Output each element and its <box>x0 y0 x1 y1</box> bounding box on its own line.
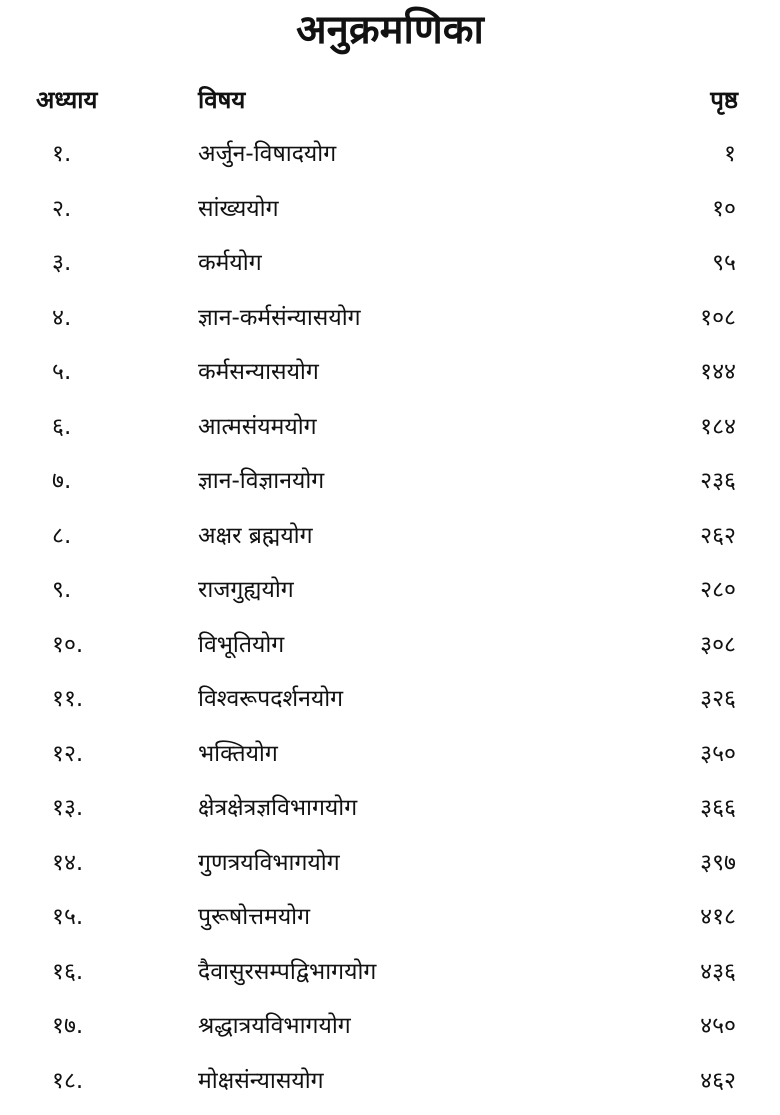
chapter-subject: अक्षर ब्रह्मयोग <box>198 516 638 556</box>
table-row <box>0 625 780 680</box>
table-row <box>0 679 780 734</box>
page-number: १४४ <box>596 352 736 392</box>
contents-list <box>0 134 780 1115</box>
table-row <box>0 243 780 298</box>
table-row <box>0 734 780 789</box>
chapter-number: ११. <box>52 679 162 719</box>
chapter-subject: सांख्ययोग <box>198 189 638 229</box>
chapter-subject: राजगुह्ययोग <box>198 570 638 610</box>
header-subject: विषय <box>198 82 638 118</box>
chapter-subject: दैवासुरसम्पद्विभागयोग <box>198 952 638 992</box>
page-number: ३९७ <box>596 843 736 883</box>
page-number: १०८ <box>596 298 736 338</box>
page-number: २८० <box>596 570 736 610</box>
chapter-subject: ज्ञान-कर्मसंन्यासयोग <box>198 298 638 338</box>
chapter-subject: विभूतियोग <box>198 625 638 665</box>
header-page: पृष्ठ <box>598 82 738 118</box>
chapter-number: ६. <box>52 407 162 447</box>
chapter-number: ८. <box>52 516 162 556</box>
page-number: ४५० <box>596 1006 736 1046</box>
page-number: ३२६ <box>596 679 736 719</box>
table-row <box>0 788 780 843</box>
chapter-number: १७. <box>52 1006 162 1046</box>
header-chapter: अध्याय <box>36 82 156 118</box>
chapter-number: १४. <box>52 843 162 883</box>
chapter-subject: ज्ञान-विज्ञानयोग <box>198 461 638 501</box>
table-row <box>0 134 780 189</box>
chapter-number: ३. <box>52 243 162 283</box>
table-row <box>0 1006 780 1061</box>
chapter-subject: आत्मसंयमयोग <box>198 407 638 447</box>
page-number: ४३६ <box>596 952 736 992</box>
chapter-number: १२. <box>52 734 162 774</box>
chapter-subject: भक्तियोग <box>198 734 638 774</box>
table-row <box>0 1061 780 1115</box>
chapter-number: १. <box>52 134 162 174</box>
chapter-number: ५. <box>52 352 162 392</box>
table-row <box>0 352 780 407</box>
chapter-number: १६. <box>52 952 162 992</box>
page-number: १० <box>596 189 736 229</box>
chapter-number: २. <box>52 189 162 229</box>
table-row <box>0 897 780 952</box>
chapter-number: ४. <box>52 298 162 338</box>
chapter-subject: पुरूषोत्तमयोग <box>198 897 638 937</box>
chapter-number: ७. <box>52 461 162 501</box>
table-row <box>0 516 780 571</box>
page-number: ४६२ <box>596 1061 736 1101</box>
page-number: २३६ <box>596 461 736 501</box>
chapter-number: १५. <box>52 897 162 937</box>
page-number: १८४ <box>596 407 736 447</box>
page-number: ३५० <box>596 734 736 774</box>
chapter-subject: श्रद्धात्रयविभागयोग <box>198 1006 638 1046</box>
chapter-subject: कर्मसन्यासयोग <box>198 352 638 392</box>
page-number: ३०८ <box>596 625 736 665</box>
chapter-subject: कर्मयोग <box>198 243 638 283</box>
table-header <box>0 82 780 118</box>
chapter-number: १३. <box>52 788 162 828</box>
page-number: ३६६ <box>596 788 736 828</box>
table-row <box>0 461 780 516</box>
page-title: अनुक्रमणिका <box>0 4 780 56</box>
table-row <box>0 298 780 353</box>
chapter-subject: विश्वरूपदर्शनयोग <box>198 679 638 719</box>
chapter-subject: गुणत्रयविभागयोग <box>198 843 638 883</box>
table-row <box>0 952 780 1007</box>
page-number: १ <box>596 134 736 174</box>
page-number: २६२ <box>596 516 736 556</box>
table-row <box>0 407 780 462</box>
page-number: ९५ <box>596 243 736 283</box>
table-row <box>0 843 780 898</box>
chapter-number: ९. <box>52 570 162 610</box>
chapter-number: १८. <box>52 1061 162 1101</box>
chapter-subject: अर्जुन-विषादयोग <box>198 134 638 174</box>
chapter-number: १०. <box>52 625 162 665</box>
page-number: ४१८ <box>596 897 736 937</box>
chapter-subject: मोक्षसंन्यासयोग <box>198 1061 638 1101</box>
chapter-subject: क्षेत्रक्षेत्रज्ञविभागयोग <box>198 788 638 828</box>
table-row <box>0 570 780 625</box>
table-row <box>0 189 780 244</box>
